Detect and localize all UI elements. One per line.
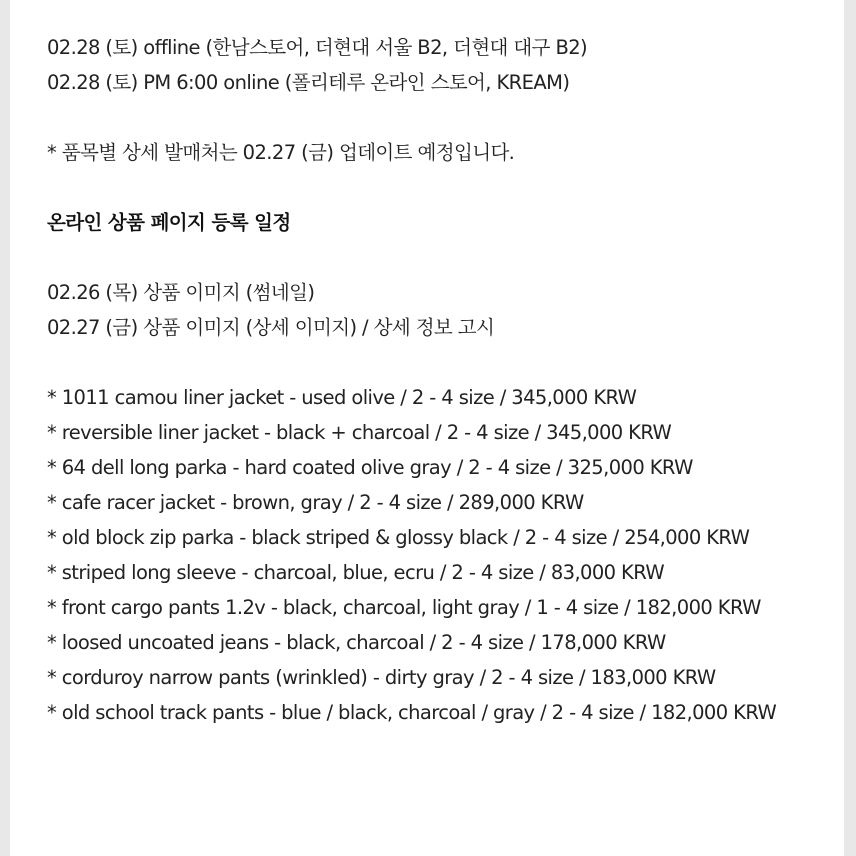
product-item: * reversible liner jacket - black + charcoal / 2 - 4 size / 345,000 KRW [47, 421, 672, 444]
product-item: * 1011 camou liner jacket - used olive / 2 - 4 size / 345,000 KRW [47, 386, 637, 409]
section-heading-online-schedule: 온라인 상품 페이지 등록 일정 [47, 211, 291, 234]
product-item: * corduroy narrow pants (wrinkled) - dirty gray / 2 - 4 size / 183,000 KRW [47, 666, 716, 689]
spacer [47, 100, 837, 135]
spacer [47, 170, 837, 205]
release-date-online: 02.28 (토) PM 6:00 online (폴리테루 온라인 스토어, KREAM) [47, 71, 570, 94]
product-item: * 64 dell long parka - hard coated olive gray / 2 - 4 size / 325,000 KRW [47, 456, 693, 479]
spacer [47, 345, 837, 380]
product-item: * old school track pants - blue / black, charcoal / gray / 2 - 4 size / 182,000 KRW [47, 701, 777, 724]
spacer [47, 240, 837, 275]
document-content [47, 30, 837, 730]
document-panel [10, 0, 844, 856]
product-item: * front cargo pants 1.2v - black, charcoal, light gray / 1 - 4 size / 182,000 KRW [47, 596, 761, 619]
release-date-offline: 02.28 (토) offline (한남스토어, 더현대 서울 B2, 더현대 대구 B2) [47, 36, 588, 59]
schedule-item-detail: 02.27 (금) 상품 이미지 (상세 이미지) / 상세 정보 고시 [47, 316, 495, 339]
product-item: * loosed uncoated jeans - black, charcoal / 2 - 4 size / 178,000 KRW [47, 631, 666, 654]
product-item: * old block zip parka - black striped & glossy black / 2 - 4 size / 254,000 KRW [47, 526, 750, 549]
product-item: * striped long sleeve - charcoal, blue, ecru / 2 - 4 size / 83,000 KRW [47, 561, 665, 584]
release-note: * 품목별 상세 발매처는 02.27 (금) 업데이트 예정입니다. [47, 141, 515, 164]
schedule-item-thumbnail: 02.26 (목) 상품 이미지 (썸네일) [47, 281, 315, 304]
product-item: * cafe racer jacket - brown, gray / 2 - 4 size / 289,000 KRW [47, 491, 584, 514]
